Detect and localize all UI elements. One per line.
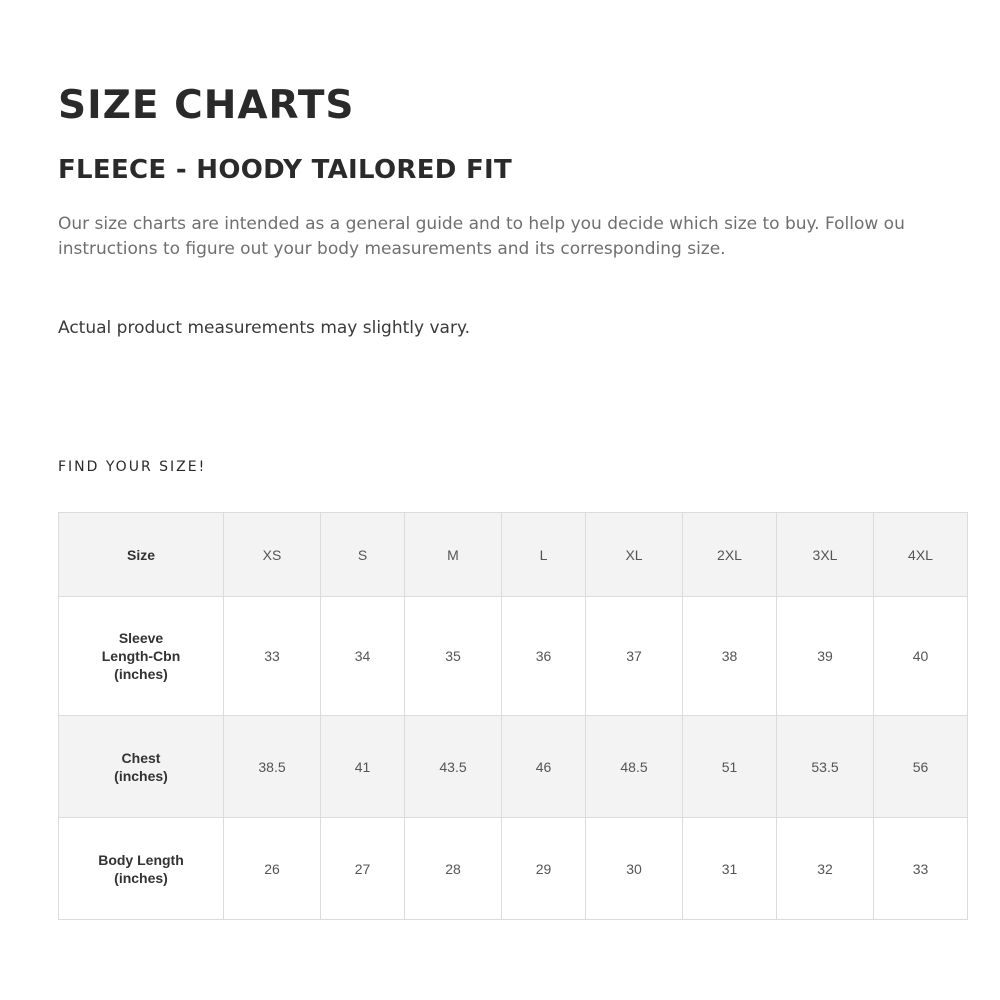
table-cell: 38.5 bbox=[224, 716, 321, 818]
table-cell: 48.5 bbox=[586, 716, 683, 818]
table-cell: 29 bbox=[502, 818, 586, 920]
table-cell: 26 bbox=[224, 818, 321, 920]
row-label-line: (inches) bbox=[114, 869, 168, 886]
size-chart-page bbox=[58, 0, 1000, 1000]
table-cell: 34 bbox=[321, 597, 405, 716]
product-subtitle: FLEECE - HOODY TAILORED FIT bbox=[58, 155, 513, 185]
table-cell: 40 bbox=[874, 597, 968, 716]
size-header-cell: 3XL bbox=[777, 513, 874, 597]
size-header-cell: S bbox=[321, 513, 405, 597]
table-cell: 46 bbox=[502, 716, 586, 818]
table-row-sleeve-length bbox=[59, 597, 968, 716]
table-cell: 53.5 bbox=[777, 716, 874, 818]
row-label-sleeve-length bbox=[59, 597, 224, 716]
page-title: SIZE CHARTS bbox=[58, 83, 355, 128]
intro-line-2: instructions to figure out your body measurements and its corresponding size. bbox=[58, 239, 726, 259]
row-label-line: Body Length bbox=[98, 851, 184, 868]
table-row-chest bbox=[59, 716, 968, 818]
table-cell: 32 bbox=[777, 818, 874, 920]
table-cell: 33 bbox=[874, 818, 968, 920]
table-cell: 56 bbox=[874, 716, 968, 818]
table-cell: 33 bbox=[224, 597, 321, 716]
size-header-cell: M bbox=[405, 513, 502, 597]
table-cell: 39 bbox=[777, 597, 874, 716]
table-cell: 31 bbox=[683, 818, 777, 920]
table-cell: 51 bbox=[683, 716, 777, 818]
intro-text bbox=[58, 212, 1000, 262]
size-header-cell: L bbox=[502, 513, 586, 597]
table-cell: 30 bbox=[586, 818, 683, 920]
size-header-cell: XL bbox=[586, 513, 683, 597]
table-cell: 38 bbox=[683, 597, 777, 716]
table-cell: 35 bbox=[405, 597, 502, 716]
size-header-row bbox=[59, 513, 968, 597]
table-cell: 43.5 bbox=[405, 716, 502, 818]
row-label-line: Length-Cbn bbox=[101, 648, 181, 664]
table-cell: 36 bbox=[502, 597, 586, 716]
row-label-line: (inches) bbox=[114, 767, 168, 784]
size-header-label: Size bbox=[59, 513, 224, 597]
row-label-line: (inches) bbox=[114, 666, 168, 682]
size-table bbox=[58, 512, 968, 920]
table-cell: 27 bbox=[321, 818, 405, 920]
size-header-cell: 4XL bbox=[874, 513, 968, 597]
find-your-size-heading: FIND YOUR SIZE! bbox=[58, 459, 207, 475]
table-cell: 28 bbox=[405, 818, 502, 920]
table-row-body-length bbox=[59, 818, 968, 920]
intro-line-1: Our size charts are intended as a general guide and to help you decide which size to buy. Follow ou bbox=[58, 214, 905, 234]
size-header-cell: XS bbox=[224, 513, 321, 597]
size-header-cell: 2XL bbox=[683, 513, 777, 597]
table-cell: 41 bbox=[321, 716, 405, 818]
row-label-line: Sleeve bbox=[118, 630, 164, 646]
measurement-note: Actual product measurements may slightly vary. bbox=[58, 318, 470, 338]
table-cell: 37 bbox=[586, 597, 683, 716]
row-label-chest bbox=[59, 716, 224, 818]
row-label-line: Chest bbox=[121, 749, 161, 766]
row-label-body-length bbox=[59, 818, 224, 920]
